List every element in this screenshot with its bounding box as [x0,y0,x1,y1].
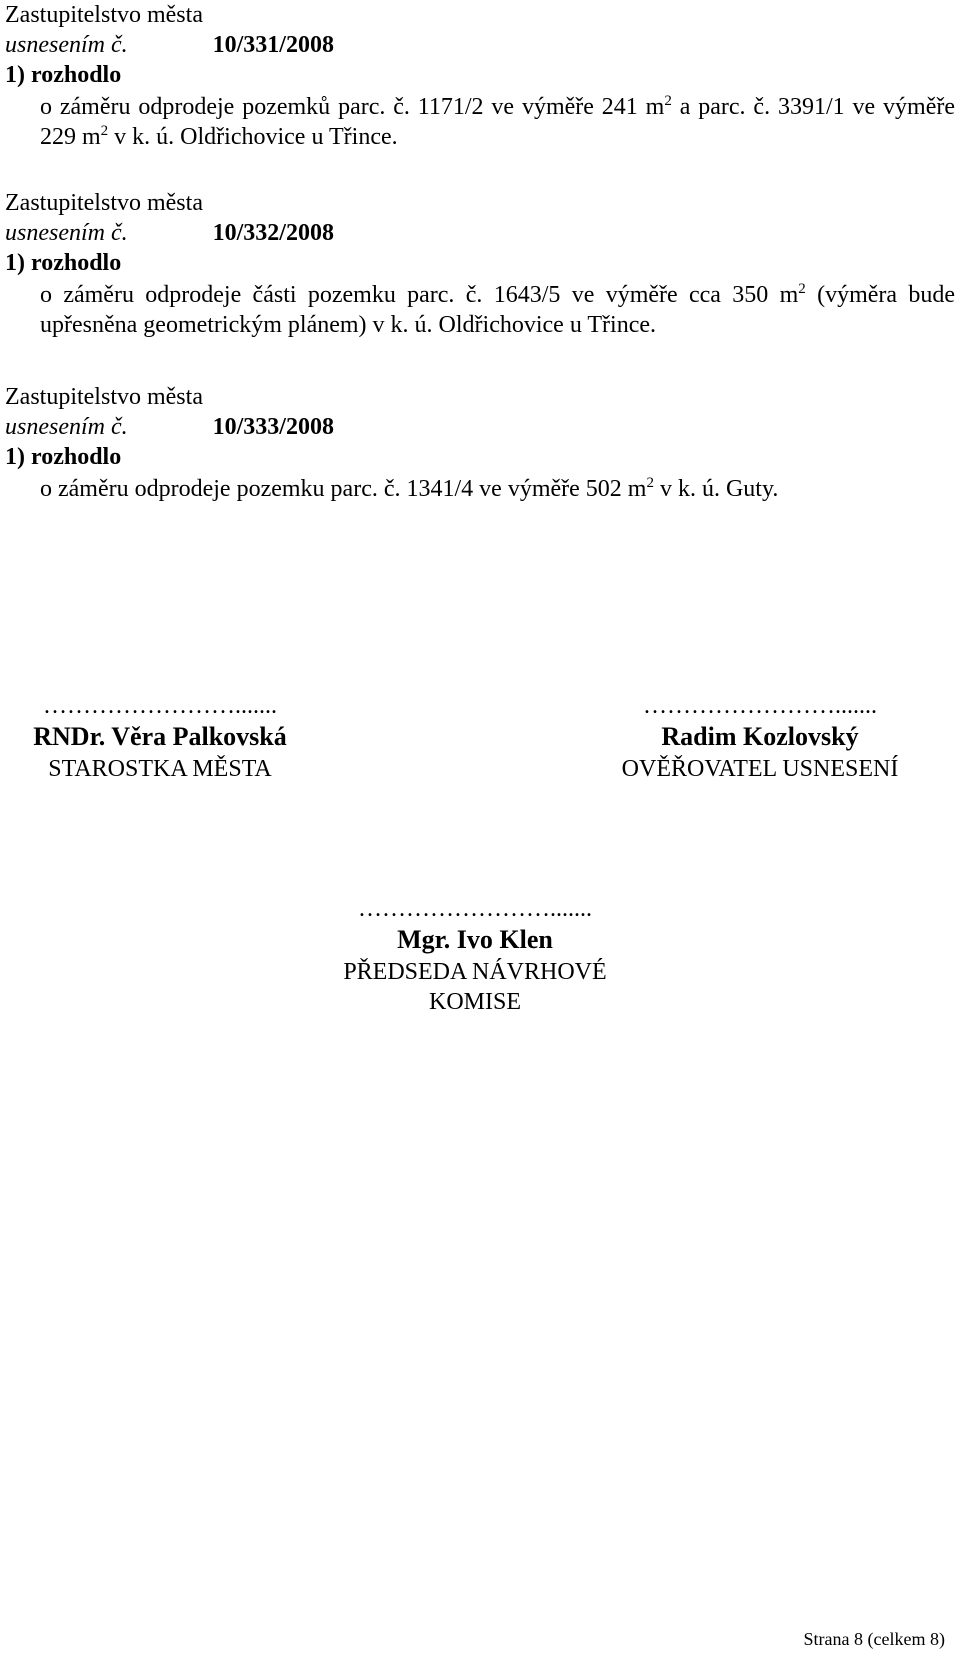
council-label: Zastupitelstvo města [5,384,203,410]
resolution-text-part: a parc. č. 3391/1 ve výměře 229 m [40,94,955,150]
resolution-number-line [5,30,955,60]
decision-label: 1) rozhodlo [5,62,122,88]
signature-block-committee-chair [315,895,635,1017]
superscript-2: 2 [798,281,806,297]
decision-label: 1) rozhodlo [5,444,122,470]
signature-line: ……………………....... [643,693,877,719]
signature-line: ……………………....... [358,896,592,922]
resolution-label: usnesením č. [5,220,128,246]
signature-block-verifier [600,692,920,784]
decision-line [5,60,955,90]
signatory-name: RNDr. Věra Palkovská [33,722,287,751]
superscript-2: 2 [100,123,109,139]
signatory-role: OVĚŘOVATEL USNESENÍ [621,756,899,782]
page-number: Strana 8 (celkem 8) [803,1629,945,1649]
resolution-text-part: v k. ú. Oldřichovice u Třince. [108,124,398,150]
council-label: Zastupitelstvo města [5,190,203,216]
decision-line [5,248,955,278]
signatory-name: Radim Kozlovský [661,722,859,751]
signatory-role: STAROSTKA MĚSTA [48,756,272,782]
resolution-number: 10/331/2008 [212,32,334,58]
resolution-text-part: (výměra bude upřesněna geometrickým plánem) v k. ú. Oldřichovice u Třince. [40,282,955,338]
signature-block-mayor [0,692,320,784]
signatory-role-continued: KOMISE [428,989,521,1015]
resolution-10-333 [5,382,955,504]
resolution-text [40,92,955,152]
resolution-label: usnesením č. [5,32,128,58]
signatory-name: Mgr. Ivo Klen [397,925,553,954]
resolution-text-part: o záměru odprodeje pozemků parc. č. 1171/2 ve výměře 241 m [40,94,665,120]
superscript-2: 2 [646,475,654,491]
resolution-number-line [5,218,955,248]
decision-label: 1) rozhodlo [5,250,122,276]
resolution-10-332 [5,188,955,340]
resolution-text [40,280,955,340]
resolution-number: 10/333/2008 [212,414,334,440]
resolution-label: usnesením č. [5,414,128,440]
resolution-number-line [5,412,955,442]
resolution-text-part: o záměru odprodeje pozemku parc. č. 1341/4 ve výměře 502 m [40,476,647,502]
resolution-text-part: o záměru odprodeje části pozemku parc. č. 1643/5 ve výměře cca 350 m [40,282,799,308]
resolution-number: 10/332/2008 [212,220,334,246]
resolution-text-part: v k. ú. Guty. [653,476,779,502]
resolution-10-331 [5,0,955,152]
decision-line [5,442,955,472]
superscript-2: 2 [664,93,672,109]
signature-line: ……………………....... [43,693,277,719]
council-label: Zastupitelstvo města [5,2,203,28]
signatory-role: PŘEDSEDA NÁVRHOVÉ [343,959,607,985]
resolution-text [40,474,955,504]
